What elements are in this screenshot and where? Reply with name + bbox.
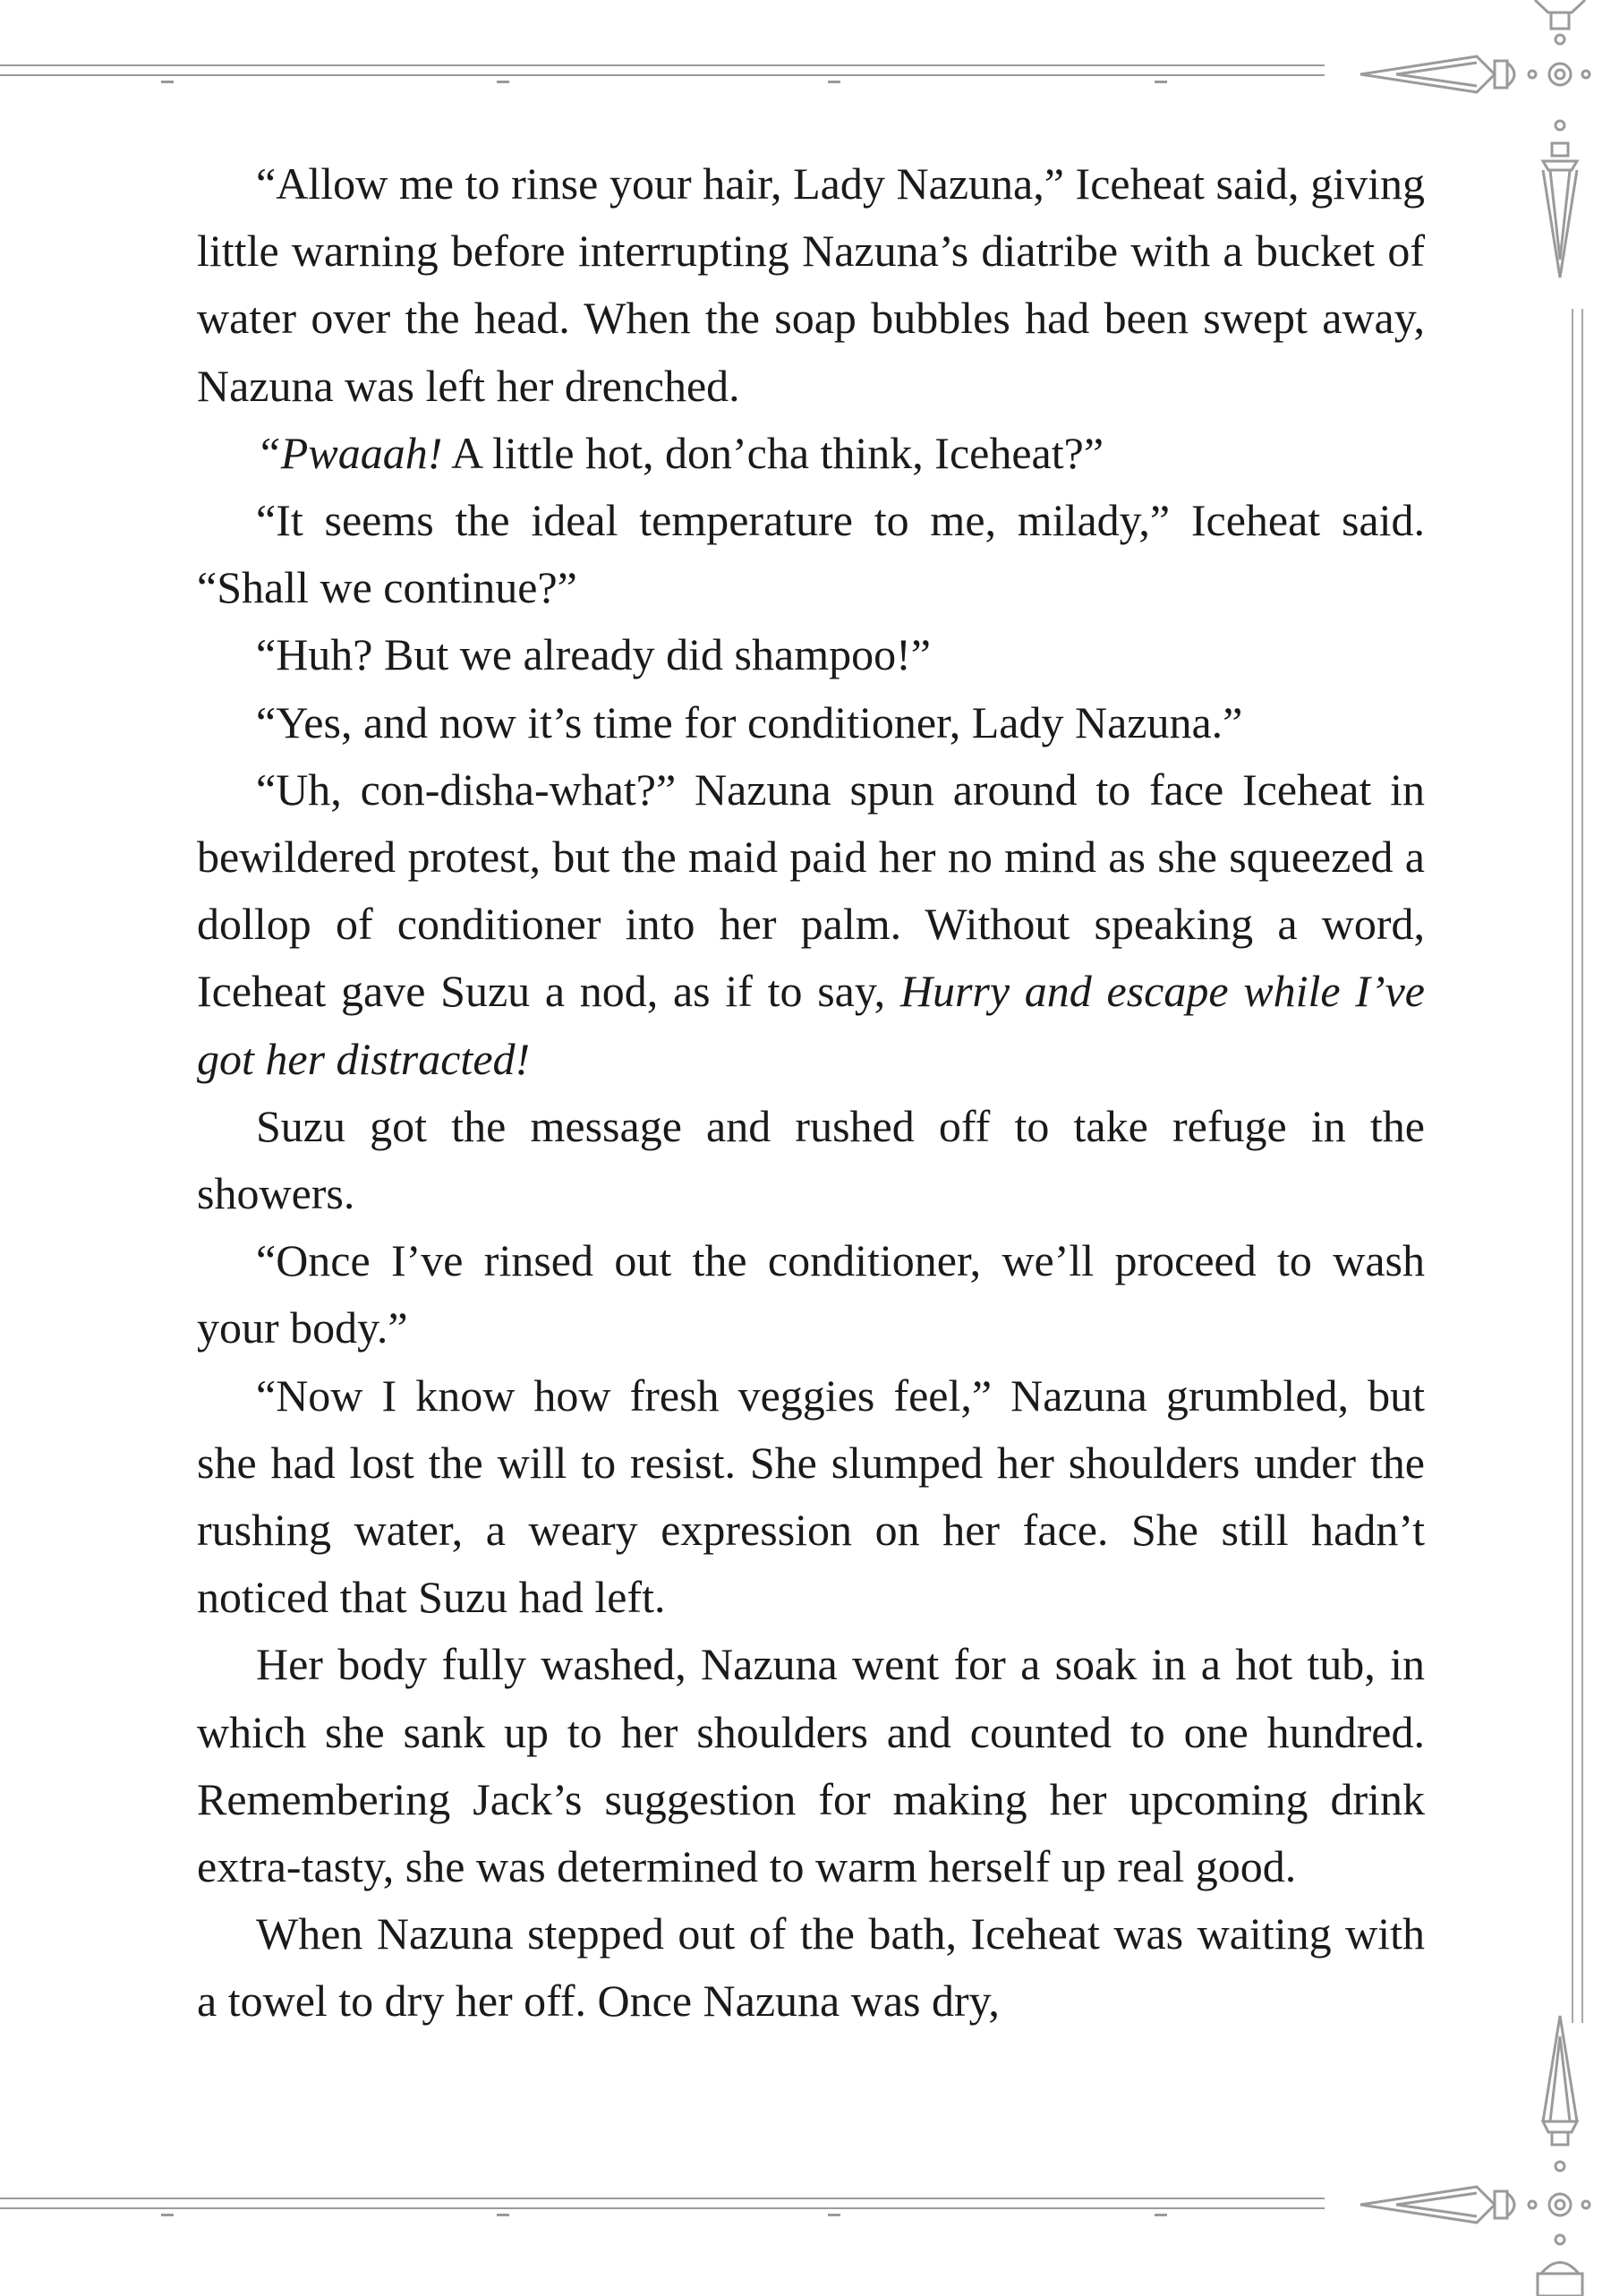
text-span-italic: Hurry and escape while I’ve got her distracted! [197, 966, 1425, 1084]
paragraph [197, 621, 1425, 688]
text-span: “Once I’ve rinsed out the conditioner, we’ll proceed to wash your body.” [197, 1235, 1425, 1353]
border-dash [497, 81, 509, 83]
bottom-border-line [0, 2198, 1325, 2209]
paragraph [197, 1227, 1425, 1361]
border-dash [828, 81, 840, 83]
text-span: “Uh, con-disha-what?” Nazuna spun around to face Iceheat in bewildered protest, but the maid paid her no mind as she squeezed a dollop of conditioner into her palm. Without speaking a word, Iceheat gave Suzu a nod, as if to say, [197, 764, 1425, 1017]
paragraph [197, 756, 1425, 1093]
border-dash [1155, 2214, 1167, 2216]
paragraph [197, 420, 1425, 487]
paragraph [197, 150, 1425, 420]
top-border-line [0, 64, 1325, 76]
page-body-text [197, 150, 1425, 2036]
text-span: “Now I know how fresh veggies feel,” Nazuna grumbled, but she had lost the will to resist. She slumped her shoulders under the rushing water, a weary expression on her face. She still hadn’t noticed that Suzu had left. [197, 1370, 1425, 1623]
text-span: Her body fully washed, Nazuna went for a soak in a hot tub, in which she sank up to her shoulders and counted to one hundred. Remembering Jack’s suggestion for making her upcoming drink extra-tasty, she was determined to warm herself up real good. [197, 1639, 1425, 1892]
paragraph [197, 1900, 1425, 2035]
text-span: “Allow me to rinse your hair, Lady Nazuna,” Iceheat said, giving little warning before interrupting Nazuna’s diatribe with a bucket of water over the head. When the soap bubbles had been swept away, Nazuna was left her drenched. [197, 158, 1425, 411]
paragraph [197, 487, 1425, 621]
text-span: “It seems the ideal temperature to me, milady,” Iceheat said. “Shall we continue?” [197, 495, 1425, 613]
text-span-italic: “Pwaaah! [256, 427, 443, 478]
border-dash [1155, 81, 1167, 83]
right-border-line [1572, 309, 1583, 2023]
text-span: “Huh? But we already did shampoo!” [256, 629, 931, 680]
border-dash [828, 2214, 840, 2216]
paragraph [197, 689, 1425, 756]
paragraph [197, 1362, 1425, 1632]
text-span: “Yes, and now it’s time for conditioner, Lady Nazuna.” [256, 696, 1243, 747]
paragraph [197, 1093, 1425, 1227]
text-span: Suzu got the message and rushed off to take refuge in the showers. [197, 1100, 1425, 1219]
paragraph [197, 1631, 1425, 1900]
border-dash [497, 2214, 509, 2216]
border-dash [161, 81, 174, 83]
text-span: When Nazuna stepped out of the bath, Iceheat was waiting with a towel to dry her off. Once Nazuna was dry, [197, 1908, 1425, 2027]
crystal-lantern-icon [1342, 2005, 1611, 2296]
text-span: A little hot, don’cha think, Iceheat?” [442, 427, 1104, 478]
border-dash [161, 2214, 174, 2216]
